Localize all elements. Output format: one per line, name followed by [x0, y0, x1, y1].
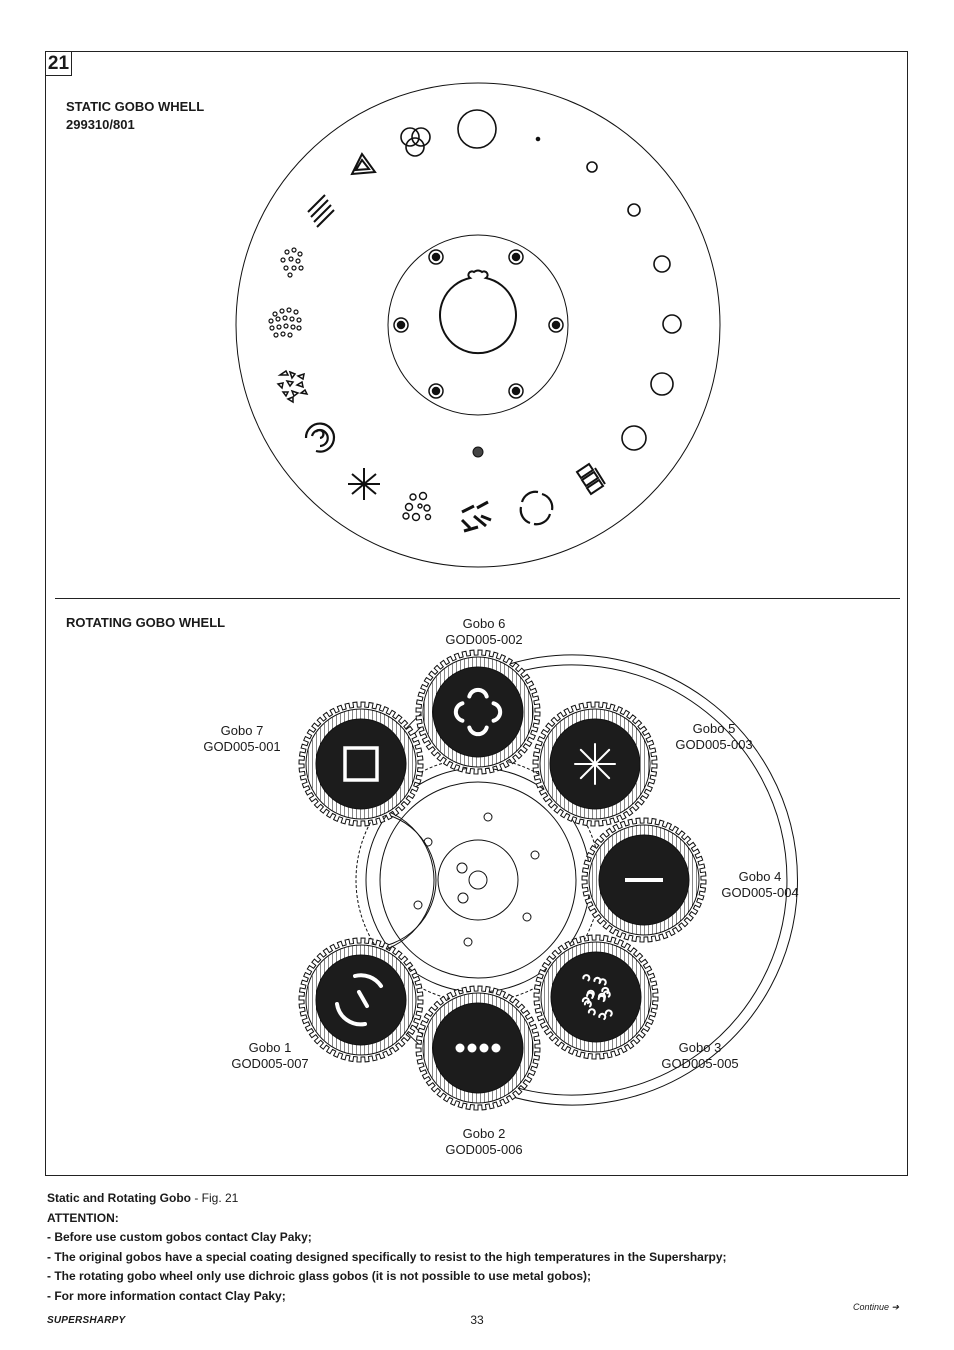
gobo-6-code: GOD005-002 — [445, 632, 523, 647]
static-wheel-code: 299310/801 — [66, 117, 135, 132]
gobo-6-gear — [416, 650, 540, 774]
caption-attention: ATTENTION: — [47, 1210, 119, 1225]
caption-item: - The original gobos have a special coating designed specifically to resist to the high temperatures in the Supersharpy; — [47, 1249, 727, 1264]
caption-title: Static and Rotating Gobo — [47, 1191, 191, 1205]
gobo-4-name: Gobo 4 — [738, 869, 782, 884]
gobo-7-gear — [299, 702, 423, 826]
footer-brand: SUPERSHARPY — [47, 1315, 126, 1326]
gobo-5-code: GOD005-003 — [675, 737, 753, 752]
caption-item: - For more information contact Clay Paky; — [47, 1288, 286, 1303]
gobo-4-code: GOD005-004 — [721, 885, 799, 900]
gobo-1-label — [210, 1040, 330, 1072]
rotating-wheel-title: ROTATING GOBO WHELL — [66, 615, 226, 630]
gobo-1-code: GOD005-007 — [231, 1056, 309, 1071]
static-wheel-title: STATIC GOBO WHELL — [66, 99, 205, 114]
gobo-5-label — [654, 721, 774, 753]
gobo-2-code: GOD005-006 — [445, 1142, 523, 1157]
caption-item: - Before use custom gobos contact Clay Paky; — [47, 1230, 312, 1244]
gobo-5-name: Gobo 5 — [692, 721, 736, 736]
gobo-4-label — [700, 869, 820, 901]
gobo-7-code: GOD005-001 — [203, 739, 281, 754]
figure-caption — [47, 1189, 727, 1306]
caption-fig-ref: - Fig. 21 — [191, 1191, 239, 1205]
figure-number: 21 — [45, 51, 72, 76]
gobo-5-gear — [533, 702, 657, 826]
continue-note: Continue ➔ — [853, 1302, 900, 1312]
gobo-7-name: Gobo 7 — [220, 723, 264, 738]
gobo-6-label — [424, 616, 544, 648]
gobo-4-gear — [582, 818, 706, 942]
gobo-7-label — [182, 723, 302, 755]
gobo-3-name: Gobo 3 — [678, 1040, 722, 1055]
gobo-1-name: Gobo 1 — [248, 1040, 292, 1055]
gobo-2-label — [424, 1126, 544, 1158]
gobo-3-label — [640, 1040, 760, 1072]
gobo-2-name: Gobo 2 — [462, 1126, 506, 1141]
gobo-3-code: GOD005-005 — [661, 1056, 739, 1071]
page-number: 33 — [470, 1313, 484, 1327]
gobo-2-gear — [416, 986, 540, 1110]
caption-item: - The rotating gobo wheel only use dichroic glass gobos (it is not possible to use metal gobos); — [47, 1269, 592, 1283]
caption-title-line — [47, 1189, 727, 1209]
gobo-6-name: Gobo 6 — [462, 616, 506, 631]
